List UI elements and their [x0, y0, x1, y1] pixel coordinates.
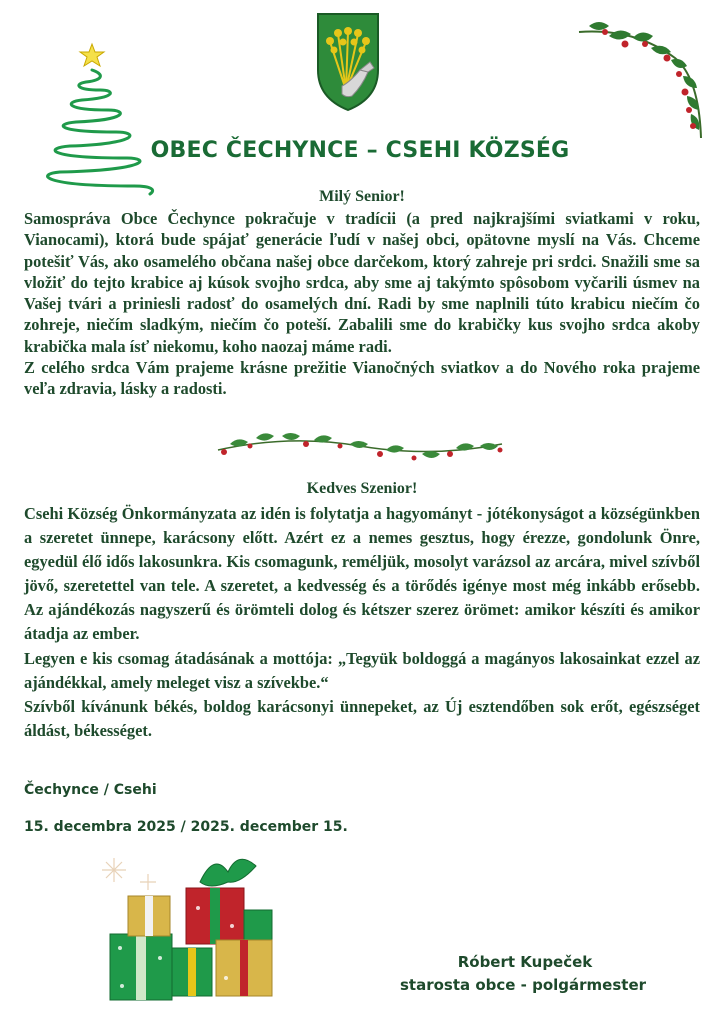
village-coat-of-arms [316, 12, 380, 112]
slovak-paragraph-1: Samospráva Obce Čechynce pokračuje v tradícii (a pred najkrajšími sviatkami v roku, Vianocami), ktorá bude spájať generácie ľudí v našej obci, opätovne myslí na Vás. Chceme potešiť Vás, ako osamelého občana našej obce darčekom, ktorý zahreje pri srdci. Snažili sme sa vložiť do tejto krabice aj kúsok svojho srdca, aby sme aj takýmto spôsobom vyčarili úsmev na Vašej tvári a priniesli radosť do osamelých dní. Radi by sme naplnili túto krabicu niečím čo zohreje, niečím sladkým, niečím čo poteší. Zabalili sme do krabičky kus svojho srdca akoby krabička mala ísť niekomu, koho naozaj máme radi. [24, 209, 700, 356]
signer-name: Róbert Kupeček [457, 953, 593, 971]
slovak-greeting: Milý Senior! [319, 188, 405, 205]
date-line: 15. decembra 2025 / 2025. december 15. [24, 819, 348, 835]
page-title: OBEC ČECHYNCE – CSEHI KÖZSÉG [150, 138, 570, 163]
hungarian-paragraph-1: Csehi Község Önkormányzata az idén is folytatja a hagyományt - jótékonyságot a községünkben a szeretet ünnepe, karácsony előtt. Azért ez a nemes gesztus, hogy érezze, gondolunk Önre, egyedül élő idős lakosunkra. Kis csomagunk, reméljük, mosolyt varázsol az arcára, mivel szívből jövő, szeretettel van tele. A szeretet, a kedvesség és a törődés igénye most még inkább erősebb. Az ajándékozás nagyszerű és örömteli dolog és kétszer szerez örömet: amikor készíti és amikor átadja az ember. [24, 504, 700, 644]
place-line: Čechynce / Csehi [24, 782, 157, 798]
hungarian-letter [24, 502, 700, 743]
slovak-letter [24, 208, 700, 400]
signer-role: starosta obce - polgármester [399, 976, 647, 994]
hungarian-greeting: Kedves Szenior! [306, 480, 418, 497]
holly-branch-icon [575, 18, 715, 148]
slovak-paragraph-2: Z celého srdca Vám prajeme krásne prežitie Vianočných sviatkov a do Nového roka prajeme veľa zdravia, lásky a radosti. [24, 358, 700, 399]
hungarian-paragraph-2: Legyen e kis csomag átadásának a mottója: „Tegyük boldoggá a magányos lakosainkat ezzel az ajándékkal, amely meleget visz a szívekbe.“ [24, 648, 700, 692]
holly-garland-divider [210, 422, 510, 472]
gift-boxes-icon [100, 838, 280, 1008]
hungarian-paragraph-3: Szívből kívánunk békés, boldog karácsonyi ünnepeket, az Új esztendőben sok erőt, egészséget áldást, békességet. [24, 696, 700, 740]
christmas-tree-icon [30, 40, 162, 200]
